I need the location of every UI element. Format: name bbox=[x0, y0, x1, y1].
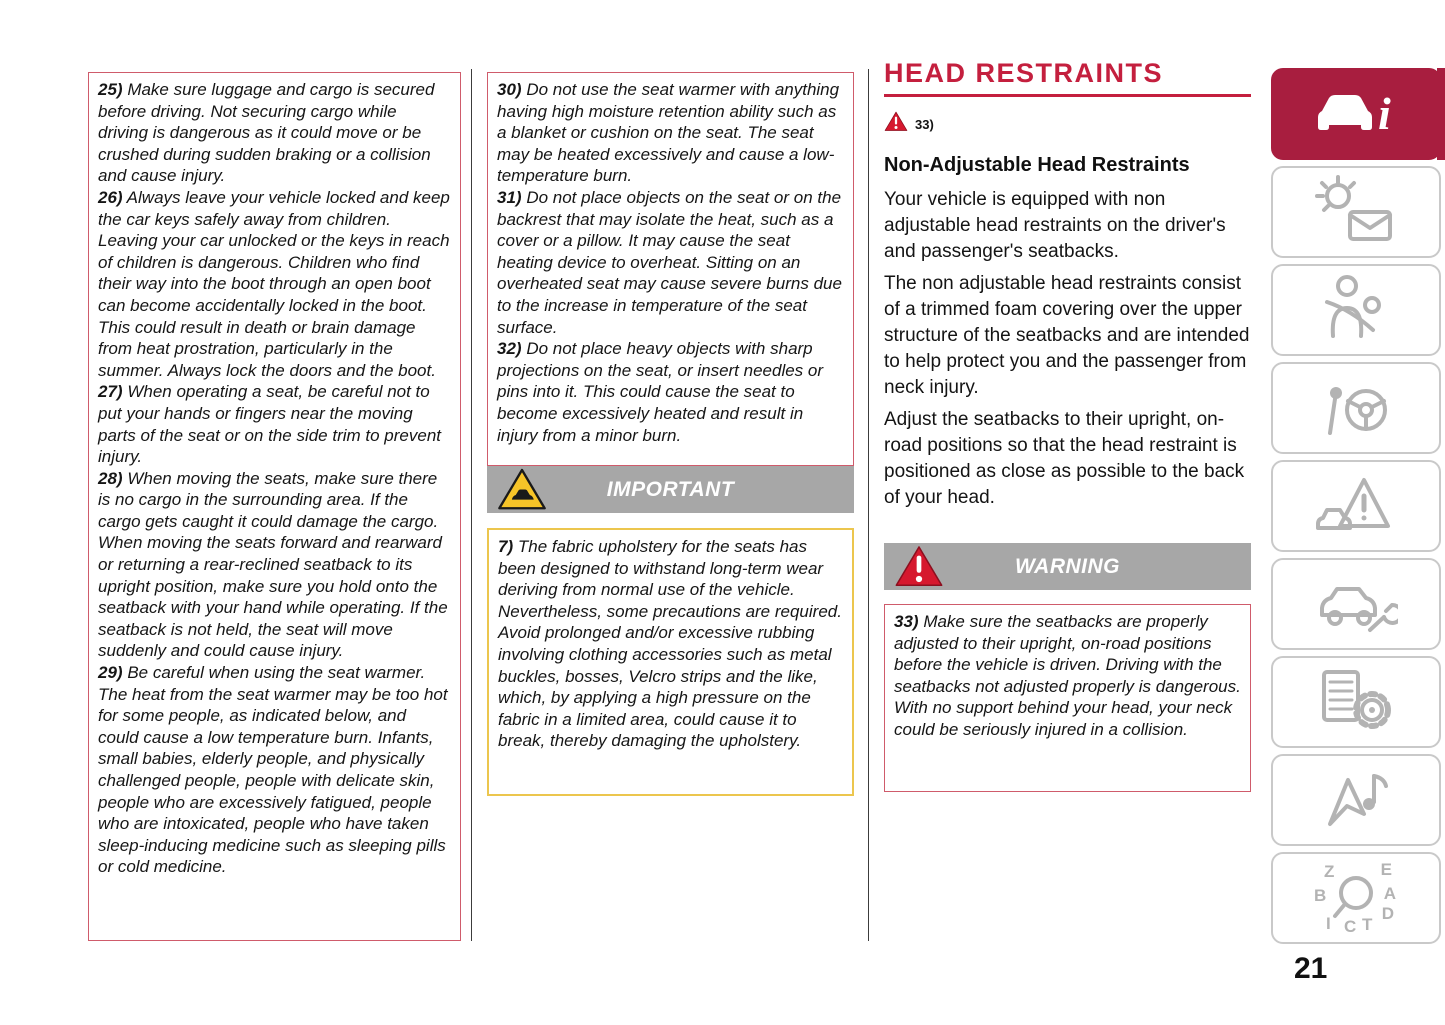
index-letter: D bbox=[1381, 904, 1394, 923]
left-warning-notes-box bbox=[88, 72, 461, 941]
note-number: 27) bbox=[98, 382, 123, 402]
page-number: 21 bbox=[1294, 952, 1328, 985]
column-divider bbox=[868, 69, 869, 941]
index-letter: C bbox=[1344, 917, 1357, 936]
heading-underline bbox=[884, 94, 1251, 97]
note-number: 32) bbox=[497, 339, 522, 359]
note-number: 29) bbox=[98, 663, 123, 683]
index-letter: E bbox=[1380, 860, 1392, 879]
note-number: 31) bbox=[497, 187, 522, 207]
emergency-triangle-icon bbox=[1314, 468, 1398, 545]
sidebar-tab-multimedia[interactable] bbox=[1271, 754, 1441, 846]
occupant-safety-icon bbox=[1314, 272, 1398, 349]
index-letter: I bbox=[1326, 914, 1331, 933]
note-text: Do not place objects on the seat or on the backrest that may isolate the heat, such as a cover or a pillow. It may cause the seat heating device to overheat. Sitting on an overheated seat may cause severe burns due to the increase in temperature of the seat surface. bbox=[497, 187, 842, 337]
note-text: When moving the seats, make sure there is no cargo in the surrounding area. If the cargo gets caught it could damage the cargo. When moving the seats forward and rearward or returning a rear-reclined seatback to its upright position, make sure you hold onto the seatback with your hand while operating. If the seatback is not held, the seat will move suddenly and could cause injury. bbox=[98, 468, 448, 661]
multimedia-icon bbox=[1314, 762, 1398, 839]
column-divider bbox=[471, 69, 472, 941]
note-33 bbox=[894, 611, 1241, 741]
body-paragraph: The non adjustable head restraints consist of a trimmed foam covering over the upper structure of the seatbacks and are intended to help protect you and the passenger from neck injury. bbox=[884, 273, 1250, 398]
index-letter: Z bbox=[1324, 862, 1335, 881]
warning-banner-label: WARNING bbox=[1015, 554, 1120, 578]
technical-data-icon bbox=[1314, 664, 1398, 741]
note-30 bbox=[497, 79, 844, 187]
note-29 bbox=[98, 662, 451, 878]
car-info-icon bbox=[1304, 81, 1408, 148]
index-letter: T bbox=[1362, 915, 1373, 934]
note-27 bbox=[98, 381, 451, 467]
note-number: 30) bbox=[497, 80, 522, 99]
sidebar-tab-emergency[interactable] bbox=[1271, 460, 1441, 552]
warning-triangle-icon bbox=[884, 111, 908, 137]
note-number: 28) bbox=[98, 468, 123, 488]
warning-triangle-icon bbox=[894, 544, 944, 594]
important-triangle-icon bbox=[497, 467, 547, 517]
note-text: Make sure the seatbacks are properly adjusted to their upright, on-road positions before the vehicle is driven. Driving with the seatbacks not adjusted properly is dangerous. With no support behind your head, your neck could be seriously injured in a collision. bbox=[894, 612, 1241, 739]
important-note-box bbox=[487, 528, 854, 796]
note-text: When operating a seat, be careful not to put your hands or fingers near the moving parts of the seat or on the side trim to prevent injury. bbox=[98, 382, 442, 467]
servicing-wrench-icon bbox=[1314, 566, 1398, 643]
index-letter: B bbox=[1314, 886, 1327, 905]
note-26 bbox=[98, 187, 451, 381]
body-paragraph: Your vehicle is equipped with non adjustable head restraints on the driver's and passenger's seatbacks. bbox=[884, 189, 1226, 262]
warning-banner bbox=[884, 543, 1251, 590]
warning-reference bbox=[884, 111, 1251, 137]
note-text: Be careful when using the seat warmer. The heat from the seat warmer may be too hot for some people, as indicated below, and could cause a low temperature burn. Infants, small babies, elderly people, and physically challenged people, people with delicate skin, people who are excessively fatigued, people who are intoxicated, people who have taken sleep-inducing medicine such as sleeping pills or cold medicine. bbox=[98, 663, 448, 877]
sidebar-tab-servicing[interactable] bbox=[1271, 558, 1441, 650]
sidebar-tab-technical-data[interactable] bbox=[1271, 656, 1441, 748]
middle-warning-notes-box bbox=[487, 72, 854, 466]
index-letter: A bbox=[1383, 884, 1396, 903]
alphabetical-index-icon bbox=[1314, 862, 1398, 934]
note-text: Do not use the seat warmer with anything having high moisture retention ability such as a blanket or cushion on the seat. The seat may be heated excessively and cause a low-temperature burn. bbox=[497, 80, 840, 186]
note-25 bbox=[98, 79, 451, 187]
note-number: 25) bbox=[98, 80, 123, 99]
note-text: The fabric upholstery for the seats has been designed to withstand long-term wear deriving from normal use of the vehicle. Nevertheless, some precautions are required. Avoid prolonged and/or excessive rubbing involving clothing accessories such as metal buckles, bosses, Velcro strips and the like, which, by applying a high pressure on the fabric in a limited area, could cause it to break, thereby damaging the upholstery. bbox=[498, 537, 842, 751]
body-paragraph: Adjust the seatbacks to their upright, on-road positions so that the head restraint is positioned as close as possible to the back of your head. bbox=[884, 409, 1245, 508]
warning-lights-message-icon bbox=[1314, 174, 1398, 251]
note-text: Always leave your vehicle locked and keep the car keys safely away from children. Leaving your car unlocked or the keys in reach of children is dangerous. Children who find their way into the boot through an open boot can become accidentally locked in the boot. This could result in death or brain damage from heat prostration, particularly in the summer. Always lock the doors and the boot. bbox=[98, 187, 450, 380]
sidebar-tab-index[interactable] bbox=[1271, 852, 1441, 944]
sidebar-tab-vehicle-info[interactable] bbox=[1271, 68, 1441, 160]
warning-reference-number: 33) bbox=[915, 116, 934, 132]
section-heading: HEAD RESTRAINTS bbox=[884, 58, 1164, 88]
note-number: 7) bbox=[498, 537, 514, 556]
important-banner bbox=[487, 466, 854, 513]
important-banner-label: IMPORTANT bbox=[606, 477, 735, 501]
sidebar-tab-warning-lights[interactable] bbox=[1271, 166, 1441, 258]
sub-heading: Non-Adjustable Head Restraints bbox=[884, 154, 1190, 176]
note-text: Make sure luggage and cargo is secured before driving. Not securing cargo while driving is dangerous as it could move or be crushed during sudden braking or a collision and cause injury. bbox=[98, 80, 435, 186]
head-restraints-section bbox=[884, 58, 1251, 511]
sidebar-tab-starting-driving[interactable] bbox=[1271, 362, 1441, 454]
note-7 bbox=[498, 536, 843, 752]
starting-driving-icon bbox=[1314, 370, 1398, 447]
note-text: Do not place heavy objects with sharp projections on the seat, or insert needles or pins into it. This could cause the seat to become excessively heated and result in injury from a minor burn. bbox=[497, 339, 824, 445]
warning-note-box bbox=[884, 604, 1251, 792]
note-31 bbox=[497, 187, 844, 338]
note-32 bbox=[497, 338, 844, 446]
sidebar-tab-safety[interactable] bbox=[1271, 264, 1441, 356]
note-28 bbox=[98, 468, 451, 662]
note-number: 33) bbox=[894, 612, 919, 631]
svg-text:i: i bbox=[1378, 87, 1391, 139]
note-number: 26) bbox=[98, 187, 123, 207]
